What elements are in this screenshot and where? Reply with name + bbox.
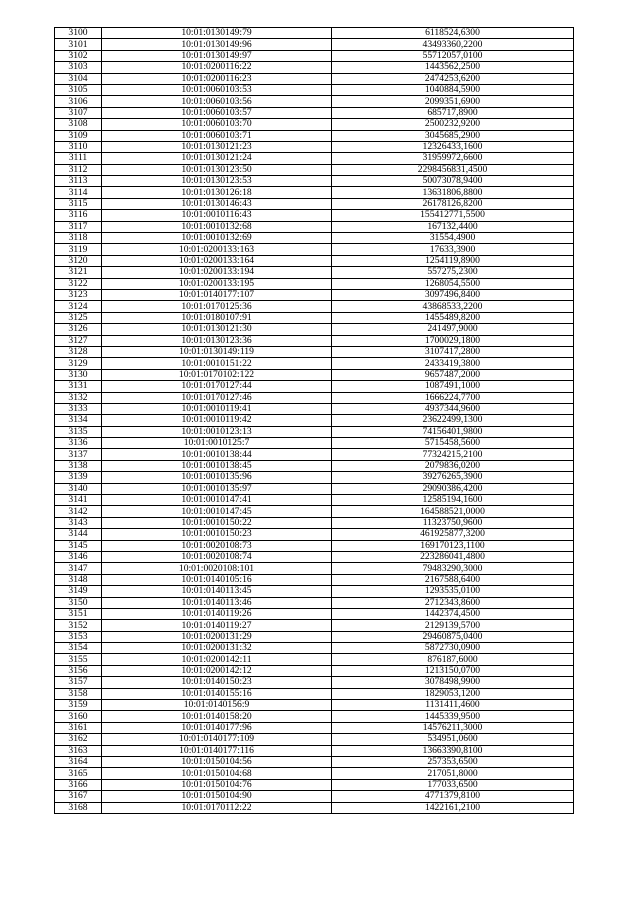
value-cell: 1829053,1200 xyxy=(332,688,574,699)
value-cell: 31554,4900 xyxy=(332,233,574,244)
cadastral-number-cell: 10:01:0140177:109 xyxy=(102,734,332,745)
table-row xyxy=(55,255,574,266)
table-row xyxy=(55,164,574,175)
cadastral-number-cell: 10:01:0140113:46 xyxy=(102,597,332,608)
row-number-cell: 3149 xyxy=(55,586,102,597)
cadastral-number-cell: 10:01:0170112:22 xyxy=(102,802,332,813)
row-number-cell: 3161 xyxy=(55,722,102,733)
cadastral-number-cell: 10:01:0010116:43 xyxy=(102,210,332,221)
row-number-cell: 3100 xyxy=(55,28,102,39)
row-number-cell: 3163 xyxy=(55,745,102,756)
table-row xyxy=(55,472,574,483)
row-number-cell: 3118 xyxy=(55,233,102,244)
row-number-cell: 3136 xyxy=(55,438,102,449)
table-row xyxy=(55,187,574,198)
value-cell: 2298456831,4500 xyxy=(332,164,574,175)
value-cell: 29460875,0400 xyxy=(332,631,574,642)
cadastral-number-cell: 10:01:0130149:97 xyxy=(102,50,332,61)
table-row xyxy=(55,529,574,540)
row-number-cell: 3126 xyxy=(55,324,102,335)
table-row xyxy=(55,768,574,779)
row-number-cell: 3152 xyxy=(55,620,102,631)
row-number-cell: 3129 xyxy=(55,358,102,369)
row-number-cell: 3119 xyxy=(55,244,102,255)
table-row xyxy=(55,677,574,688)
value-cell: 31959972,6600 xyxy=(332,153,574,164)
value-cell: 1445339,9500 xyxy=(332,711,574,722)
table-row xyxy=(55,107,574,118)
row-number-cell: 3122 xyxy=(55,278,102,289)
row-number-cell: 3135 xyxy=(55,426,102,437)
value-cell: 11323750,9600 xyxy=(332,517,574,528)
value-cell: 2099351,6900 xyxy=(332,96,574,107)
table-row xyxy=(55,779,574,790)
table-row xyxy=(55,244,574,255)
row-number-cell: 3139 xyxy=(55,472,102,483)
table-row xyxy=(55,563,574,574)
value-cell: 6118524,6300 xyxy=(332,28,574,39)
value-cell: 257353,6500 xyxy=(332,757,574,768)
table-row xyxy=(55,608,574,619)
row-number-cell: 3156 xyxy=(55,665,102,676)
table-row xyxy=(55,392,574,403)
value-cell: 1087491,1000 xyxy=(332,381,574,392)
value-cell: 26178126,8200 xyxy=(332,198,574,209)
value-cell: 1268054,5500 xyxy=(332,278,574,289)
cadastral-number-cell: 10:01:0180107:91 xyxy=(102,312,332,323)
row-number-cell: 3145 xyxy=(55,540,102,551)
table-row xyxy=(55,620,574,631)
cadastral-number-cell: 10:01:0130146:43 xyxy=(102,198,332,209)
cadastral-number-cell: 10:01:0140150:23 xyxy=(102,677,332,688)
cadastral-number-cell: 10:01:0130121:24 xyxy=(102,153,332,164)
value-cell: 13663390,8100 xyxy=(332,745,574,756)
cadastral-number-cell: 10:01:0020108:101 xyxy=(102,563,332,574)
cadastral-number-cell: 10:01:0150104:76 xyxy=(102,779,332,790)
cadastral-number-cell: 10:01:0130126:18 xyxy=(102,187,332,198)
cadastral-number-cell: 10:01:0010147:41 xyxy=(102,495,332,506)
table-row xyxy=(55,50,574,61)
value-cell: 1455489,8200 xyxy=(332,312,574,323)
cadastral-number-cell: 10:01:0010135:97 xyxy=(102,483,332,494)
cadastral-number-cell: 10:01:0200133:194 xyxy=(102,267,332,278)
row-number-cell: 3108 xyxy=(55,119,102,130)
cadastral-number-cell: 10:01:0060103:70 xyxy=(102,119,332,130)
row-number-cell: 3125 xyxy=(55,312,102,323)
table-row xyxy=(55,210,574,221)
value-cell: 17633,3900 xyxy=(332,244,574,255)
table-row xyxy=(55,233,574,244)
value-cell: 2079836,0200 xyxy=(332,460,574,471)
row-number-cell: 3128 xyxy=(55,346,102,357)
table-row xyxy=(55,574,574,585)
cadastral-number-cell: 10:01:0130123:50 xyxy=(102,164,332,175)
cadastral-number-cell: 10:01:0010135:96 xyxy=(102,472,332,483)
cadastral-number-cell: 10:01:0010132:68 xyxy=(102,221,332,232)
table-row xyxy=(55,312,574,323)
value-cell: 2500232,9200 xyxy=(332,119,574,130)
table-row xyxy=(55,665,574,676)
row-number-cell: 3168 xyxy=(55,802,102,813)
cadastral-number-cell: 10:01:0200142:12 xyxy=(102,665,332,676)
table-row xyxy=(55,96,574,107)
cadastral-number-cell: 10:01:0170125:36 xyxy=(102,301,332,312)
table-row xyxy=(55,551,574,562)
table-row xyxy=(55,540,574,551)
value-cell: 14576211,3000 xyxy=(332,722,574,733)
cadastral-number-cell: 10:01:0200131:29 xyxy=(102,631,332,642)
cadastral-number-cell: 10:01:0010151:22 xyxy=(102,358,332,369)
row-number-cell: 3143 xyxy=(55,517,102,528)
table-row xyxy=(55,73,574,84)
row-number-cell: 3109 xyxy=(55,130,102,141)
value-cell: 1293535,0100 xyxy=(332,586,574,597)
value-cell: 12326433,1600 xyxy=(332,141,574,152)
row-number-cell: 3134 xyxy=(55,415,102,426)
row-number-cell: 3102 xyxy=(55,50,102,61)
value-cell: 217051,8000 xyxy=(332,768,574,779)
table-row xyxy=(55,153,574,164)
row-number-cell: 3154 xyxy=(55,643,102,654)
value-cell: 2167588,6400 xyxy=(332,574,574,585)
table-row xyxy=(55,28,574,39)
table-row xyxy=(55,324,574,335)
row-number-cell: 3147 xyxy=(55,563,102,574)
cadastral-number-cell: 10:01:0130149:96 xyxy=(102,39,332,50)
table-row xyxy=(55,586,574,597)
row-number-cell: 3121 xyxy=(55,267,102,278)
value-cell: 50073078,9400 xyxy=(332,176,574,187)
cadastral-number-cell: 10:01:0200133:164 xyxy=(102,255,332,266)
row-number-cell: 3107 xyxy=(55,107,102,118)
row-number-cell: 3160 xyxy=(55,711,102,722)
cadastral-number-cell: 10:01:0130123:36 xyxy=(102,335,332,346)
value-cell: 23622499,1300 xyxy=(332,415,574,426)
row-number-cell: 3127 xyxy=(55,335,102,346)
value-cell: 1131411,4600 xyxy=(332,700,574,711)
cadastral-number-cell: 10:01:0010119:41 xyxy=(102,403,332,414)
value-cell: 77324215,2100 xyxy=(332,449,574,460)
row-number-cell: 3110 xyxy=(55,141,102,152)
table-row xyxy=(55,426,574,437)
row-number-cell: 3158 xyxy=(55,688,102,699)
value-cell: 29090386,4200 xyxy=(332,483,574,494)
table-row xyxy=(55,449,574,460)
value-cell: 5872730,0900 xyxy=(332,643,574,654)
cadastral-number-cell: 10:01:0200116:22 xyxy=(102,62,332,73)
cadastral-number-cell: 10:01:0200131:32 xyxy=(102,643,332,654)
table-row xyxy=(55,381,574,392)
table-row xyxy=(55,700,574,711)
table-row xyxy=(55,39,574,50)
cadastral-number-cell: 10:01:0150104:68 xyxy=(102,768,332,779)
value-cell: 4937344,9600 xyxy=(332,403,574,414)
value-cell: 534951,0600 xyxy=(332,734,574,745)
table-body xyxy=(55,28,574,814)
table-row xyxy=(55,643,574,654)
row-number-cell: 3151 xyxy=(55,608,102,619)
value-cell: 2474253,6200 xyxy=(332,73,574,84)
row-number-cell: 3148 xyxy=(55,574,102,585)
value-cell: 169170123,1100 xyxy=(332,540,574,551)
table-row xyxy=(55,460,574,471)
cadastral-number-cell: 10:01:0020108:73 xyxy=(102,540,332,551)
row-number-cell: 3140 xyxy=(55,483,102,494)
cadastral-number-cell: 10:01:0170127:46 xyxy=(102,392,332,403)
table-row xyxy=(55,119,574,130)
table-row xyxy=(55,415,574,426)
value-cell: 876187,6000 xyxy=(332,654,574,665)
value-cell: 39276265,3900 xyxy=(332,472,574,483)
value-cell: 1254119,8900 xyxy=(332,255,574,266)
table-row xyxy=(55,198,574,209)
cadastral-number-cell: 10:01:0060103:57 xyxy=(102,107,332,118)
table-row xyxy=(55,734,574,745)
row-number-cell: 3105 xyxy=(55,84,102,95)
row-number-cell: 3146 xyxy=(55,551,102,562)
cadastral-number-cell: 10:01:0170127:44 xyxy=(102,381,332,392)
cadastral-number-cell: 10:01:0130149:119 xyxy=(102,346,332,357)
value-cell: 2433419,3800 xyxy=(332,358,574,369)
value-cell: 685717,8900 xyxy=(332,107,574,118)
row-number-cell: 3153 xyxy=(55,631,102,642)
row-number-cell: 3120 xyxy=(55,255,102,266)
cadastral-number-cell: 10:01:0200133:195 xyxy=(102,278,332,289)
row-number-cell: 3165 xyxy=(55,768,102,779)
value-cell: 1442374,4500 xyxy=(332,608,574,619)
table-row xyxy=(55,517,574,528)
cadastral-number-cell: 10:01:0010132:69 xyxy=(102,233,332,244)
table-row xyxy=(55,369,574,380)
cadastral-number-cell: 10:01:0010150:22 xyxy=(102,517,332,528)
row-number-cell: 3138 xyxy=(55,460,102,471)
table-row xyxy=(55,654,574,665)
value-cell: 4771379,8100 xyxy=(332,791,574,802)
table-row xyxy=(55,688,574,699)
cadastral-number-cell: 10:01:0010150:23 xyxy=(102,529,332,540)
row-number-cell: 3131 xyxy=(55,381,102,392)
table-row xyxy=(55,802,574,813)
cadastral-number-cell: 10:01:0010125:7 xyxy=(102,438,332,449)
row-number-cell: 3132 xyxy=(55,392,102,403)
cadastral-number-cell: 10:01:0140158:20 xyxy=(102,711,332,722)
table-row xyxy=(55,438,574,449)
table-row xyxy=(55,597,574,608)
cadastral-number-cell: 10:01:0010138:45 xyxy=(102,460,332,471)
row-number-cell: 3124 xyxy=(55,301,102,312)
cadastral-number-cell: 10:01:0140156:9 xyxy=(102,700,332,711)
row-number-cell: 3115 xyxy=(55,198,102,209)
value-cell: 1700029,1800 xyxy=(332,335,574,346)
value-cell: 1666224,7700 xyxy=(332,392,574,403)
cadastral-number-cell: 10:01:0060103:53 xyxy=(102,84,332,95)
cadastral-number-cell: 10:01:0200116:23 xyxy=(102,73,332,84)
value-cell: 223286041,4800 xyxy=(332,551,574,562)
value-cell: 3097496,8400 xyxy=(332,289,574,300)
row-number-cell: 3123 xyxy=(55,289,102,300)
table-row xyxy=(55,289,574,300)
row-number-cell: 3130 xyxy=(55,369,102,380)
cadastral-number-cell: 10:01:0140119:26 xyxy=(102,608,332,619)
table-row xyxy=(55,176,574,187)
value-cell: 43868533,2200 xyxy=(332,301,574,312)
cadastral-number-cell: 10:01:0170102:122 xyxy=(102,369,332,380)
row-number-cell: 3117 xyxy=(55,221,102,232)
row-number-cell: 3103 xyxy=(55,62,102,73)
row-number-cell: 3157 xyxy=(55,677,102,688)
value-cell: 3107417,2800 xyxy=(332,346,574,357)
cadastral-number-cell: 10:01:0130121:23 xyxy=(102,141,332,152)
row-number-cell: 3150 xyxy=(55,597,102,608)
cadastral-number-cell: 10:01:0130149:79 xyxy=(102,28,332,39)
table-row xyxy=(55,403,574,414)
table-row xyxy=(55,722,574,733)
value-cell: 167132,4400 xyxy=(332,221,574,232)
value-cell: 55712057,0100 xyxy=(332,50,574,61)
table-row xyxy=(55,631,574,642)
cadastral-number-cell: 10:01:0200133:163 xyxy=(102,244,332,255)
value-cell: 1422161,2100 xyxy=(332,802,574,813)
cadastral-number-cell: 10:01:0130121:30 xyxy=(102,324,332,335)
value-cell: 2712343,8600 xyxy=(332,597,574,608)
table-row xyxy=(55,506,574,517)
table-row xyxy=(55,62,574,73)
value-cell: 155412771,5500 xyxy=(332,210,574,221)
table-row xyxy=(55,221,574,232)
row-number-cell: 3144 xyxy=(55,529,102,540)
cadastral-number-cell: 10:01:0200142:11 xyxy=(102,654,332,665)
table-row xyxy=(55,791,574,802)
cadastral-number-cell: 10:01:0140113:45 xyxy=(102,586,332,597)
cadastral-number-cell: 10:01:0010119:42 xyxy=(102,415,332,426)
cadastral-number-cell: 10:01:0130123:53 xyxy=(102,176,332,187)
row-number-cell: 3112 xyxy=(55,164,102,175)
value-cell: 164588521,0000 xyxy=(332,506,574,517)
value-cell: 9657487,2000 xyxy=(332,369,574,380)
row-number-cell: 3114 xyxy=(55,187,102,198)
data-table xyxy=(54,27,574,814)
cadastral-number-cell: 10:01:0140155:16 xyxy=(102,688,332,699)
value-cell: 43493360,2200 xyxy=(332,39,574,50)
table-row xyxy=(55,346,574,357)
value-cell: 3045685,2900 xyxy=(332,130,574,141)
row-number-cell: 3164 xyxy=(55,757,102,768)
table-row xyxy=(55,495,574,506)
row-number-cell: 3155 xyxy=(55,654,102,665)
row-number-cell: 3116 xyxy=(55,210,102,221)
row-number-cell: 3104 xyxy=(55,73,102,84)
row-number-cell: 3106 xyxy=(55,96,102,107)
value-cell: 12585194,1600 xyxy=(332,495,574,506)
table-row xyxy=(55,141,574,152)
cadastral-number-cell: 10:01:0010123:13 xyxy=(102,426,332,437)
table-row xyxy=(55,358,574,369)
cadastral-number-cell: 10:01:0140177:116 xyxy=(102,745,332,756)
table-row xyxy=(55,278,574,289)
table-row xyxy=(55,130,574,141)
cadastral-number-cell: 10:01:0140177:107 xyxy=(102,289,332,300)
table-row xyxy=(55,267,574,278)
value-cell: 3078498,9900 xyxy=(332,677,574,688)
row-number-cell: 3113 xyxy=(55,176,102,187)
value-cell: 1443562,2500 xyxy=(332,62,574,73)
table-row xyxy=(55,483,574,494)
cadastral-number-cell: 10:01:0020108:74 xyxy=(102,551,332,562)
cadastral-number-cell: 10:01:0060103:71 xyxy=(102,130,332,141)
row-number-cell: 3142 xyxy=(55,506,102,517)
row-number-cell: 3162 xyxy=(55,734,102,745)
cadastral-number-cell: 10:01:0140119:27 xyxy=(102,620,332,631)
value-cell: 1040884,5900 xyxy=(332,84,574,95)
cadastral-number-cell: 10:01:0150104:56 xyxy=(102,757,332,768)
row-number-cell: 3166 xyxy=(55,779,102,790)
table-row xyxy=(55,757,574,768)
table-row xyxy=(55,745,574,756)
cadastral-number-cell: 10:01:0010138:44 xyxy=(102,449,332,460)
table-row xyxy=(55,335,574,346)
row-number-cell: 3101 xyxy=(55,39,102,50)
value-cell: 79483290,3000 xyxy=(332,563,574,574)
value-cell: 241497,9000 xyxy=(332,324,574,335)
cadastral-number-cell: 10:01:0150104:90 xyxy=(102,791,332,802)
value-cell: 74156401,9800 xyxy=(332,426,574,437)
cadastral-number-cell: 10:01:0140105:16 xyxy=(102,574,332,585)
row-number-cell: 3141 xyxy=(55,495,102,506)
cadastral-number-cell: 10:01:0140177:96 xyxy=(102,722,332,733)
cadastral-number-cell: 10:01:0060103:56 xyxy=(102,96,332,107)
value-cell: 5715458,5600 xyxy=(332,438,574,449)
table-row xyxy=(55,711,574,722)
row-number-cell: 3111 xyxy=(55,153,102,164)
value-cell: 1213150,0700 xyxy=(332,665,574,676)
value-cell: 461925877,3200 xyxy=(332,529,574,540)
table-row xyxy=(55,301,574,312)
value-cell: 177033,6500 xyxy=(332,779,574,790)
row-number-cell: 3137 xyxy=(55,449,102,460)
table-row xyxy=(55,84,574,95)
row-number-cell: 3159 xyxy=(55,700,102,711)
value-cell: 2129139,5700 xyxy=(332,620,574,631)
cadastral-number-cell: 10:01:0010147:45 xyxy=(102,506,332,517)
row-number-cell: 3133 xyxy=(55,403,102,414)
value-cell: 13631806,8800 xyxy=(332,187,574,198)
value-cell: 557275,2300 xyxy=(332,267,574,278)
row-number-cell: 3167 xyxy=(55,791,102,802)
